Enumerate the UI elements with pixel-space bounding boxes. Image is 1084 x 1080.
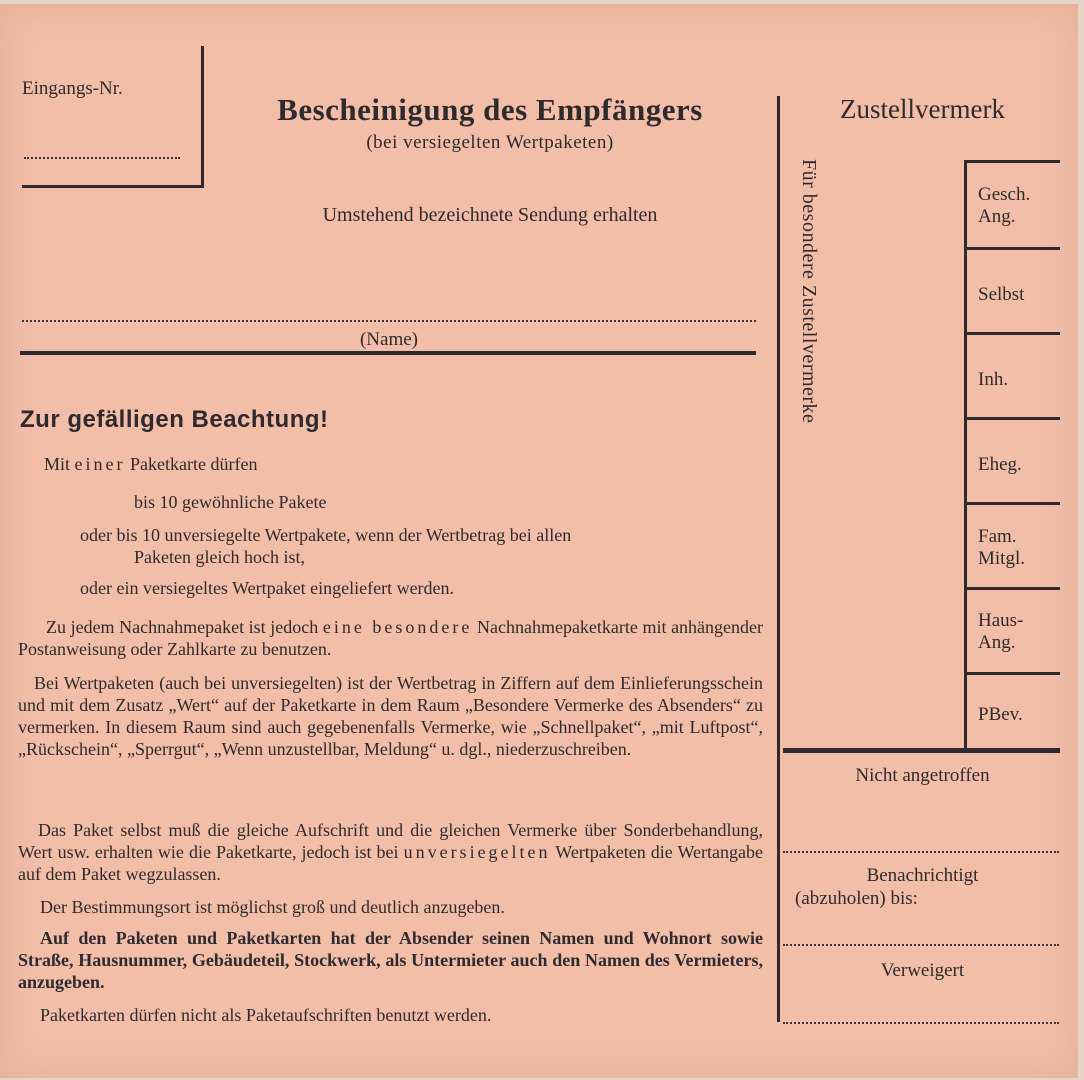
delivery-note-title: Zustellvermerk: [840, 94, 1005, 124]
status-refused: Verweigert: [880, 960, 965, 981]
receipt-number-label: Eingangs-Nr.: [22, 78, 123, 99]
cell-self[interactable]: Selbst: [978, 284, 1025, 305]
cell-divider: [964, 247, 1060, 250]
notes-sender-paragraph: Auf den Paketen und Paketkarten hat der Absender seinen Namen und Wohnort sowie Straße, Hausnummer, Gebäudeteil, Stockwerk, als Untermieter auch den Namen des Vermieters, anzugeben.: [18, 928, 763, 992]
delivery-status-divider: [783, 748, 1060, 753]
status-notified-field[interactable]: [783, 944, 1059, 946]
cell-divider: [964, 332, 1060, 335]
cell-household-member-line1: Haus-: [978, 610, 1024, 631]
recipient-name-field[interactable]: [22, 320, 756, 322]
cell-family-member[interactable]: [978, 526, 1058, 570]
cell-household-member[interactable]: [978, 610, 1058, 654]
cell-family-member-line2: Mitgl.: [978, 548, 1025, 569]
special-delivery-notes-label: Für besondere Zustellvermerke: [798, 159, 820, 424]
certificate-divider: [20, 351, 756, 355]
status-not-found: Nicht angetroffen: [855, 765, 990, 786]
cell-divider: [964, 672, 1060, 675]
certificate-title: Bescheinigung des Empfängers: [277, 92, 703, 127]
receipt-box-border-bottom: [22, 185, 204, 188]
cell-household-member-line2: Ang.: [978, 632, 1016, 653]
cell-divider: [964, 587, 1060, 590]
notes-intro: Mit einer Paketkarte dürfen: [44, 454, 258, 474]
notes-heading: Zur gefälligen Beachtung!: [20, 406, 329, 433]
status-notified-line1: Benachrichtigt: [866, 865, 979, 886]
cell-divider: [964, 417, 1060, 420]
name-field-label: (Name): [359, 329, 419, 350]
cell-business-staff-line2: Ang.: [978, 206, 1016, 227]
notes-last-paragraph: Paketkarten dürfen nicht als Paketaufschriften benutzt werden.: [40, 1005, 492, 1025]
status-refused-field[interactable]: [783, 1022, 1059, 1024]
cell-business-staff[interactable]: [978, 184, 1058, 228]
notes-value-paragraph: Bei Wertpaketen (auch bei unversiegelten) ist der Wertbetrag in Ziffern auf dem Einlieferungsschein und mit dem Zusatz „Wert“ auf der Paketkarte in dem Raum „Besondere Vermerke des Absenders“ zu vermerken. In diesem Raum sind auch gegebenenfalls Vermerke, wie „Schnellpaket“, „mit Luftpost“, „Rückschein“, „Sperrgut“, „Wenn unzustellbar, Meldung“ u. dgl., niederzuschreiben.: [18, 673, 763, 759]
notes-item-3: oder ein versiegeltes Wertpaket eingeliefert werden.: [80, 578, 455, 598]
certificate-subtitle: (bei versiegelten Wertpaketen): [366, 132, 614, 153]
notes-item-2-line1: oder bis 10 unversiegelte Wertpakete, wenn der Wertbetrag bei allen: [80, 525, 572, 545]
status-not-found-field[interactable]: [783, 851, 1059, 853]
cell-divider: [964, 502, 1060, 505]
cell-divider: [964, 160, 1060, 163]
notes-item-1: bis 10 gewöhnliche Pakete: [134, 492, 327, 512]
notes-destination-paragraph: Der Bestimmungsort ist möglichst groß und deutlich anzugeben.: [40, 897, 505, 917]
column-divider: [777, 96, 780, 1022]
cell-family-member-line1: Fam.: [978, 526, 1017, 547]
received-statement: Umstehend bezeichnete Sendung erhalten: [322, 204, 658, 226]
notes-item-2-line2: Paketen gleich hoch ist,: [134, 547, 305, 567]
cell-business-staff-line1: Gesch.: [978, 184, 1031, 205]
parcel-card-back: [0, 4, 1078, 1078]
receipt-number-field[interactable]: [24, 157, 180, 159]
status-notified-line2: (abzuholen) bis:: [795, 888, 918, 909]
cell-authorized-agent[interactable]: PBev.: [978, 704, 1023, 725]
cell-owner[interactable]: Inh.: [978, 369, 1009, 390]
cell-spouse[interactable]: Eheg.: [978, 454, 1022, 475]
notes-package-paragraph: Das Paket selbst muß die gleiche Aufschrift und die gleichen Vermerke über Sonderbehandlung, Wert usw. erhalten wie die Paketkarte, jedoch ist bei unversiegelten Wertpaketen die Wertangabe auf dem Paket wegzulassen.: [18, 820, 763, 884]
notes-cod-paragraph: Zu jedem Nachnahmepaket ist jedoch eine besondere Nachnahmepaketkarte mit anhängender Postanweisung oder Zahlkarte zu benutzen.: [18, 617, 764, 659]
